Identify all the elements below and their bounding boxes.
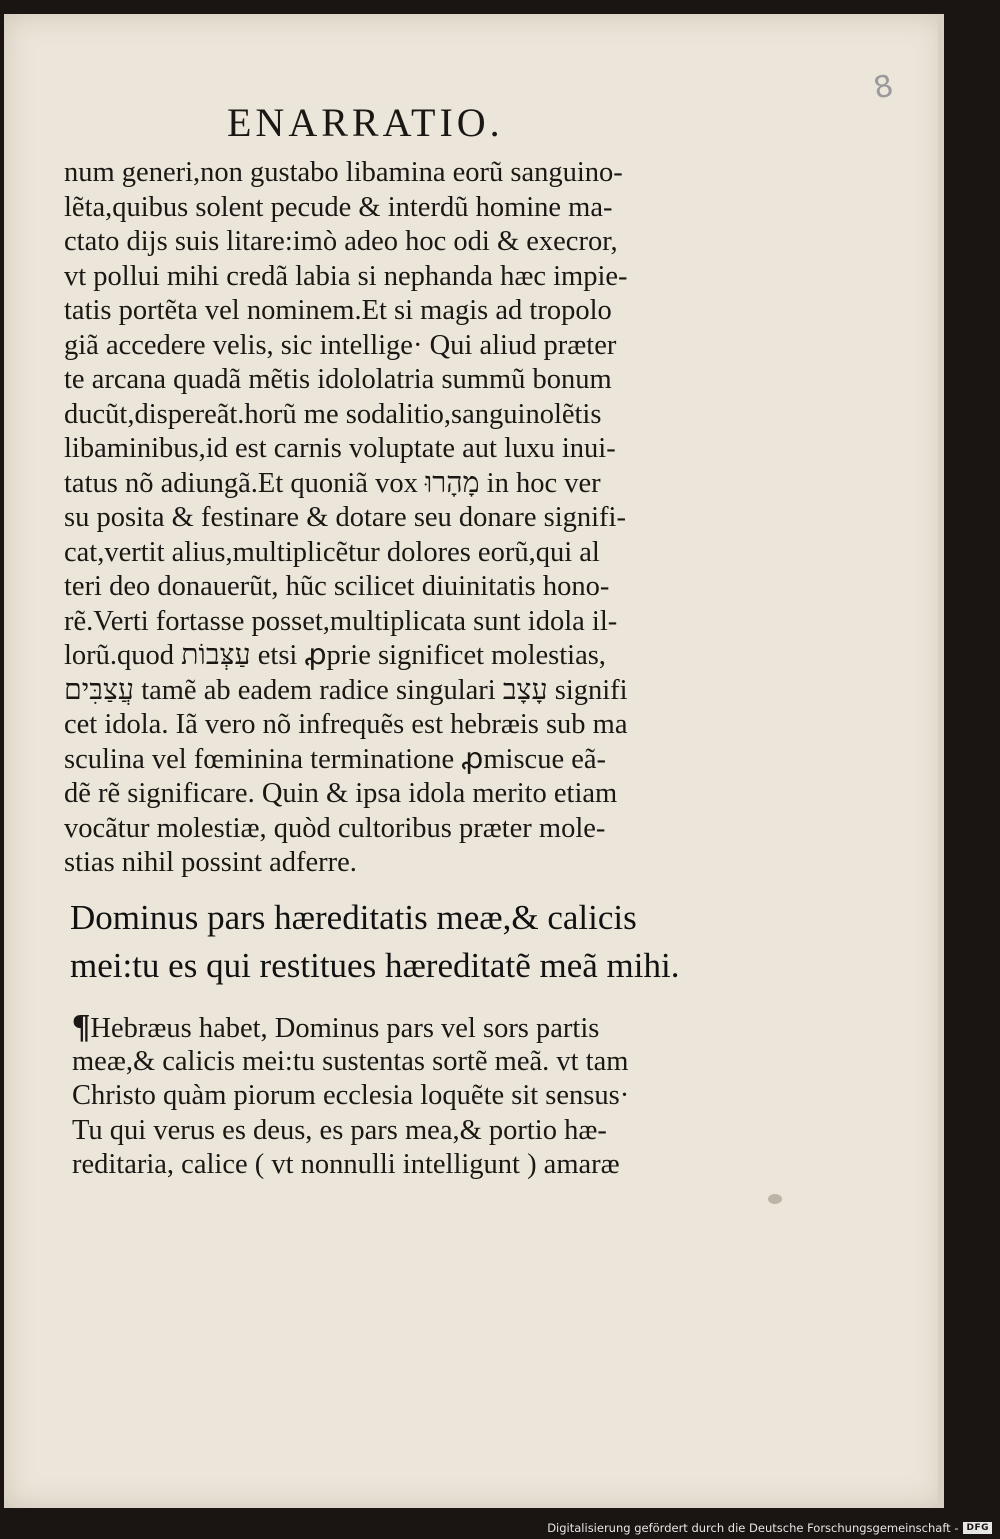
body-line: עֲצַבִּים tamẽ ab eadem radice singulari עָצָב signifi bbox=[64, 674, 628, 706]
body-line: vt pollui mihi credã labia si nephanda hæc impie- bbox=[64, 260, 628, 292]
body-line: cat,vertit alius,multiplicẽtur dolores eorũ,qui al bbox=[64, 536, 600, 568]
running-header: ENARRATIO. bbox=[227, 100, 504, 145]
comment-line-text: Hebræus habet, Dominus pars vel sors partis bbox=[90, 1013, 600, 1044]
body-line: dẽ rẽ significare. Quin & ipsa idola merito etiam bbox=[64, 778, 618, 809]
paper-stain bbox=[768, 1194, 782, 1204]
body-line: ducũt,dispereãt.horũ me sodalitio,sanguinolẽtis bbox=[64, 398, 602, 430]
dfg-logo-icon: DFG bbox=[963, 1522, 992, 1534]
body-line: tatis portẽta vel nominem.Et si magis ad tropolo bbox=[64, 295, 612, 326]
body-line: stias nihil possint adferre. bbox=[64, 847, 357, 878]
digitization-footer bbox=[547, 1521, 992, 1535]
comment-line: reditaria, calice ( vt nonnulli intelligunt ) amaræ bbox=[72, 1149, 620, 1180]
commentary-continuation bbox=[72, 1010, 692, 1183]
body-line: lẽta,quibus solent pecude & interdũ homine ma- bbox=[64, 191, 613, 223]
comment-line bbox=[72, 1010, 692, 1045]
body-line: libaminibus,id est carnis voluptate aut luxu inui- bbox=[64, 433, 616, 464]
body-line: su posita & festinare & dotare seu donare signifi- bbox=[64, 502, 626, 533]
scanned-page bbox=[4, 14, 944, 1508]
pilcrow-mark: ¶ bbox=[72, 1008, 91, 1045]
body-line: lorũ.quod עַצְּבוֹת etsi ꝓprie significet molestias, bbox=[64, 640, 606, 671]
pencil-folio-mark: 8 bbox=[870, 68, 897, 107]
body-line: giã accedere velis, sic intellige· Qui aliud præter bbox=[64, 329, 617, 361]
comment-line: Tu qui verus es deus, es pars mea,& portio hæ- bbox=[72, 1114, 607, 1146]
body-line: rẽ.Verti fortasse posset,multiplicata sunt idola il- bbox=[64, 605, 618, 637]
comment-line: meæ,& calicis mei:tu sustentas sortẽ meã. vt tam bbox=[72, 1045, 629, 1077]
body-line: num generi,non gustabo libamina eorũ sanguino- bbox=[64, 157, 623, 188]
body-line: vocãtur molestiæ, quòd cultoribus præter mole- bbox=[64, 812, 606, 844]
body-line: ctato dijs suis litare:imò adeo hoc odi & execror, bbox=[64, 226, 618, 257]
body-line: tatus nõ adiungã.Et quoniã vox מָהָרוּ in hoc ver bbox=[64, 467, 601, 499]
verse-line: Dominus pars hæreditatis meæ,& calicis bbox=[70, 898, 637, 937]
commentary-body bbox=[64, 156, 684, 881]
footer-credit: Digitalisierung gefördert durch die Deutsche Forschungsgemeinschaft - bbox=[547, 1521, 959, 1535]
psalm-verse bbox=[70, 894, 690, 990]
body-line: teri deo donauerũt, hũc scilicet diuinitatis hono- bbox=[64, 571, 610, 602]
comment-line: Christo quàm piorum ecclesia loquẽte sit sensus· bbox=[72, 1080, 630, 1111]
body-line: te arcana quadã mẽtis idololatria summũ bonum bbox=[64, 364, 612, 395]
body-line: sculina vel fœminina terminatione ꝓmiscue eã- bbox=[64, 743, 607, 775]
body-line: cet idola. Iã vero nõ infrequẽs est hebræis sub ma bbox=[64, 709, 628, 740]
verse-line: mei:tu es qui restitues hæreditatẽ meã mihi. bbox=[70, 946, 680, 985]
